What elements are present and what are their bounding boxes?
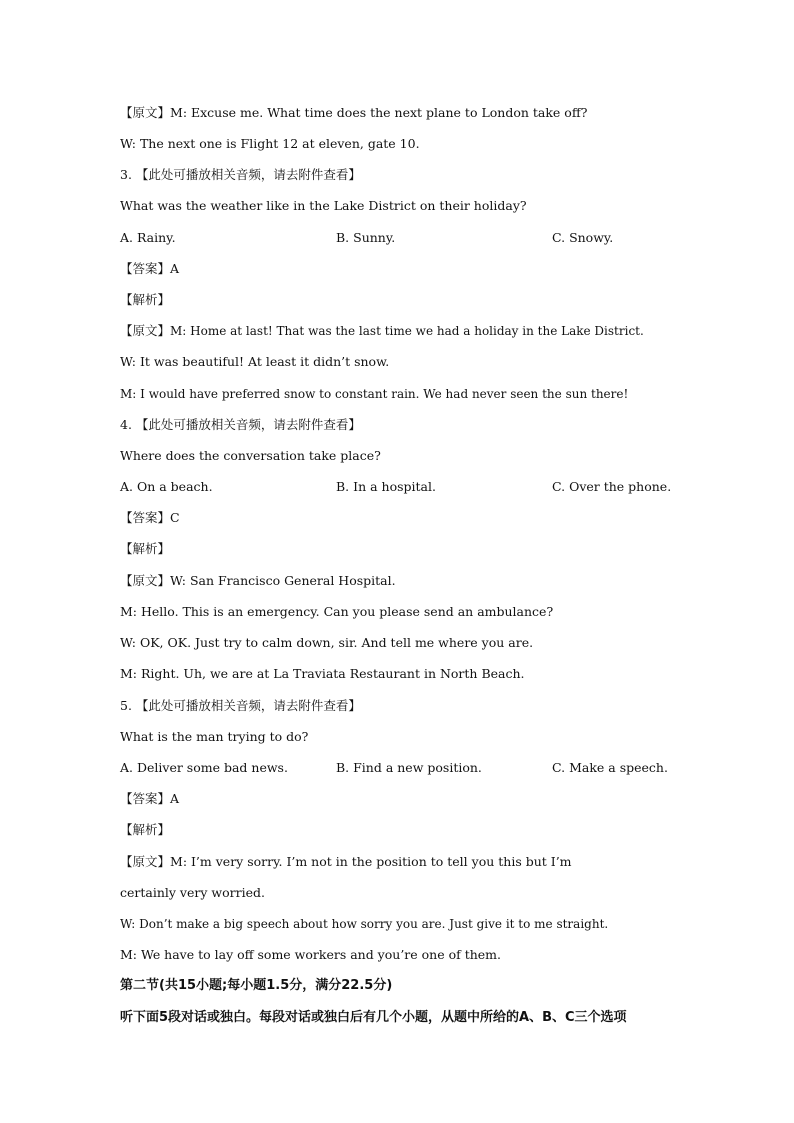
transcript-line: W: Don’t make a big speech about how sorry you are. Just give it to me straight. (120, 917, 609, 931)
option-a: A. Deliver some bad news. (120, 760, 288, 775)
transcript-line: 【原文】M: Home at last! That was the last time we had a holiday in the Lake District. (120, 323, 644, 338)
section-title: 第二节(共15小题;每小题1.5分，满分22.5分) (120, 978, 393, 993)
question-4-header: 4. 【此处可播放相关音频，请去附件查看】 (120, 417, 361, 432)
analysis-label: 【解析】 (120, 822, 171, 837)
audio-placeholder: 【此处可播放相关音频，请去附件查看】 (135, 698, 361, 713)
question-3-header: 3. 【此处可播放相关音频，请去附件查看】 (120, 167, 361, 182)
transcript-line: M: I would have preferred snow to constant rain. We had never seen the sun there! (120, 387, 629, 401)
answer-line: 【答案】C (120, 510, 180, 525)
transcript-line: W: It was beautiful! At least it didn’t snow. (120, 354, 390, 369)
transcript-line: W: The next one is Flight 12 at eleven, gate 10. (120, 136, 420, 151)
transcript-line: 【原文】M: Excuse me. What time does the next plane to London take off? (120, 105, 588, 120)
analysis-label: 【解析】 (120, 292, 171, 307)
question-5-header: 5. 【此处可播放相关音频，请去附件查看】 (120, 698, 361, 713)
audio-placeholder: 【此处可播放相关音频，请去附件查看】 (135, 417, 361, 432)
transcript-line: 【原文】W: San Francisco General Hospital. (120, 573, 396, 588)
option-c: C. Over the phone. (552, 479, 672, 494)
transcript-line: certainly very worried. (120, 885, 265, 900)
transcript-line: M: Hello. This is an emergency. Can you please send an ambulance? (120, 604, 554, 619)
transcript-line: W: OK, OK. Just try to calm down, sir. And tell me where you are. (120, 635, 534, 650)
question-4-text: Where does the conversation take place? (120, 448, 381, 463)
question-3-text: What was the weather like in the Lake District on their holiday? (120, 198, 527, 213)
transcript-line: 【原文】M: I’m very sorry. I’m not in the position to tell you this but I’m (120, 854, 572, 869)
option-c: C. Make a speech. (552, 760, 668, 775)
answer-line: 【答案】A (120, 791, 180, 806)
section-instructions: 听下面5段对话或独白。每段对话或独白后有几个小题，从题中所给的A、B、C三个选项 (120, 1010, 627, 1025)
option-a: A. Rainy. (120, 230, 176, 245)
answer-line: 【答案】A (120, 261, 180, 276)
question-5-text: What is the man trying to do? (120, 729, 309, 744)
option-b: B. Sunny. (336, 230, 396, 245)
audio-placeholder: 【此处可播放相关音频，请去附件查看】 (135, 167, 361, 182)
transcript-line: M: We have to lay off some workers and you’re one of them. (120, 947, 502, 962)
option-a: A. On a beach. (120, 479, 213, 494)
analysis-label: 【解析】 (120, 541, 171, 556)
option-b: B. In a hospital. (336, 479, 436, 494)
option-c: C. Snowy. (552, 230, 614, 245)
option-b: B. Find a new position. (336, 760, 482, 775)
transcript-line: M: Right. Uh, we are at La Traviata Restaurant in North Beach. (120, 666, 525, 681)
